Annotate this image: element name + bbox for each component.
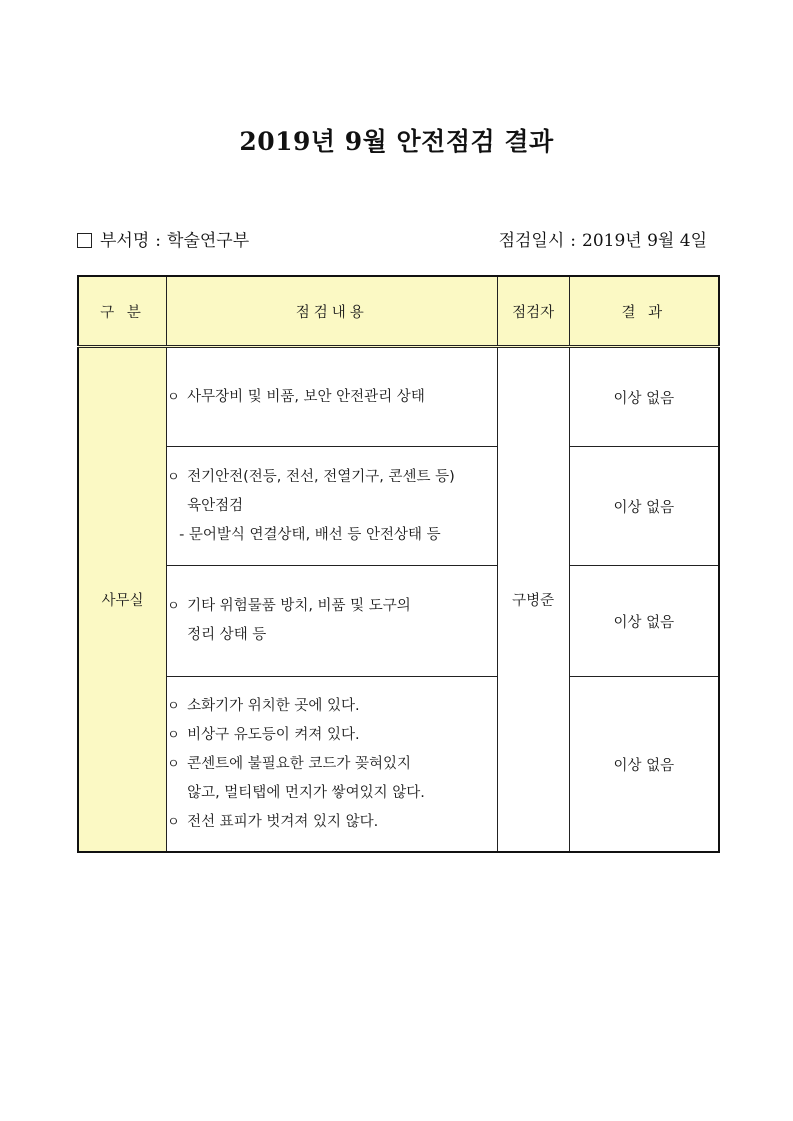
content-item: ㅇ 전기안전(전등, 전선, 전열기구, 콘센트 등): [167, 463, 496, 492]
bullet-circle-icon: ㅇ: [167, 727, 180, 743]
content-item-continuation: 육안점검: [187, 497, 244, 514]
bullet-circle-icon: ㅇ: [167, 756, 180, 772]
bullet-circle-icon: ㅇ: [167, 814, 180, 830]
table-row: [78, 447, 719, 566]
department-label: 부서명: [100, 231, 150, 251]
content-item-continuation: 않고, 멀티탭에 먼지가 쌓여있지 않다.: [187, 784, 425, 801]
category-cell: 사무실: [78, 347, 167, 853]
content-item: ㅇ 콘센트에 불필요한 코드가 꽂혀있지: [167, 750, 496, 779]
inspection-date-info: [499, 226, 707, 251]
bullet-circle-icon: ㅇ: [167, 469, 180, 485]
checkbox-square-icon: [77, 233, 92, 248]
department-separator: :: [155, 231, 162, 251]
content-item: ㅇ 기타 위험물품 방치, 비품 및 도구의: [167, 592, 496, 621]
document-title: 2019년 9월 안전점검 결과: [239, 127, 554, 156]
header-content: 점검내용: [167, 276, 497, 347]
inspection-date-label: 점검일시: [498, 231, 565, 251]
bullet-circle-icon: ㅇ: [167, 698, 180, 714]
bullet-circle-icon: ㅇ: [167, 599, 180, 614]
meta-row: [77, 226, 707, 252]
table-row: [78, 677, 719, 853]
content-item: ㅇ 비상구 유도등이 켜져 있다.: [167, 721, 496, 750]
content-item-continuation: 정리 상태 등: [187, 627, 267, 643]
content-item: ㅇ 전선 표피가 벗겨져 있지 않다.: [167, 808, 496, 837]
result-cell: 이상 없음: [569, 566, 719, 677]
content-item: ㅇ 사무장비 및 비품, 보안 안전관리 상태: [167, 383, 496, 412]
table-row: [78, 347, 719, 447]
result-cell: 이상 없음: [569, 447, 719, 566]
inspection-table: [77, 275, 720, 853]
department-value: 학술연구부: [167, 231, 250, 251]
table-row: [78, 566, 719, 677]
header-category: 구 분: [78, 276, 167, 347]
inspection-date-value: 2019년 9월 4일: [582, 231, 707, 251]
content-sub-item: - 문어발식 연결상태, 배선 등 안전상태 등: [179, 526, 441, 543]
content-cell: [167, 447, 497, 566]
header-inspector: 점검자: [497, 276, 569, 347]
content-cell: [167, 677, 497, 853]
result-cell: 이상 없음: [569, 677, 719, 853]
header-result: 결 과: [569, 276, 719, 347]
inspection-date-separator: :: [570, 231, 577, 251]
department-info: [77, 226, 249, 251]
result-cell: 이상 없음: [569, 347, 719, 447]
content-cell: [167, 566, 497, 677]
bullet-circle-icon: ㅇ: [167, 389, 180, 405]
table-header-row: [78, 276, 719, 347]
content-item: ㅇ 소화기가 위치한 곳에 있다.: [167, 692, 496, 721]
content-cell: [167, 347, 497, 447]
inspector-cell: 구병준: [497, 347, 569, 853]
